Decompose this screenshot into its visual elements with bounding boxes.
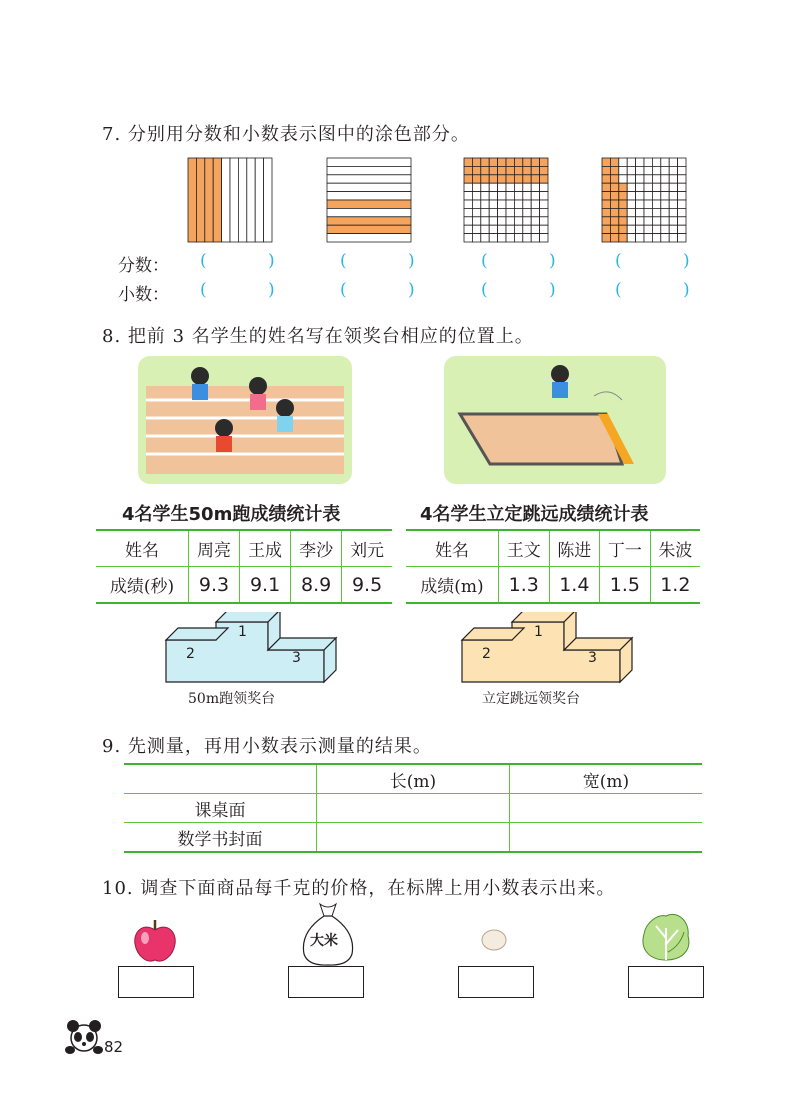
jump-header-name: 姓名 [406, 530, 499, 567]
tenth-strip [264, 158, 272, 242]
hundredth-cell [636, 158, 644, 166]
hundredth-cell [540, 183, 548, 191]
jump-podium [460, 612, 636, 684]
hundredth-cell [464, 217, 472, 225]
hundredth-cell [669, 200, 677, 208]
hundredth-cell [652, 217, 660, 225]
hundredth-cell [627, 225, 635, 233]
hundredth-cell [523, 166, 531, 174]
hundredth-cell [523, 158, 531, 166]
hundredth-cell [498, 225, 506, 233]
hundredth-cell [619, 225, 627, 233]
rice-bag-label: 大米 [310, 933, 338, 949]
fraction-answer-4[interactable]: ( ) [615, 251, 718, 271]
hundredth-cell [472, 183, 480, 191]
hundredth-cell [644, 234, 652, 242]
hundredth-cell [514, 200, 522, 208]
egg-price-tag[interactable] [458, 966, 534, 998]
hundredth-cell [652, 234, 660, 242]
decimal-answer-2[interactable]: ( ) [340, 280, 443, 300]
hundredth-cell [627, 234, 635, 242]
hundredth-cell [481, 175, 489, 183]
hundredth-cell [669, 217, 677, 225]
hundredth-cell [652, 158, 660, 166]
hundredth-cell [489, 208, 497, 216]
hundredth-cell [531, 217, 539, 225]
hundredth-cell [514, 234, 522, 242]
decimal-answer-4[interactable]: ( ) [615, 280, 718, 300]
hundredth-cell [489, 200, 497, 208]
hundredth-cell [636, 192, 644, 200]
measure-header-width: 宽(m) [510, 764, 703, 794]
hundredth-cell [661, 217, 669, 225]
hundredth-cell [644, 192, 652, 200]
jump-score: 1.5 [600, 567, 651, 604]
tenth-strip [188, 158, 196, 242]
hundredth-cell [523, 225, 531, 233]
hundredth-cell [464, 208, 472, 216]
hundredth-cell [506, 183, 514, 191]
hundredth-cell [514, 158, 522, 166]
hundredth-cell [464, 183, 472, 191]
tenth-strip [327, 175, 411, 183]
hundredth-cell [523, 192, 531, 200]
hundredth-cell [531, 192, 539, 200]
hundredth-cell [652, 166, 660, 174]
tenth-strip [222, 158, 230, 242]
hundredth-cell [602, 192, 610, 200]
tenth-strip [205, 158, 213, 242]
fraction-answer-3[interactable]: ( ) [481, 251, 584, 271]
hundredth-cell [498, 166, 506, 174]
hundredth-cell [610, 200, 618, 208]
cabbage-price-tag[interactable] [628, 966, 704, 998]
podium-third-label: 3 [588, 650, 597, 666]
hundredth-cell [464, 166, 472, 174]
hundredth-cell [602, 200, 610, 208]
hundredth-cell [610, 158, 618, 166]
hundredth-cell [540, 192, 548, 200]
run-podium [164, 612, 340, 684]
hundredth-cell [514, 175, 522, 183]
hundredth-cell [506, 225, 514, 233]
hundredth-cell [489, 234, 497, 242]
hundredth-cell [669, 192, 677, 200]
hundredth-cell [627, 208, 635, 216]
hundredth-cell [661, 192, 669, 200]
hundredth-cell [514, 192, 522, 200]
hundredth-cell [661, 175, 669, 183]
hundredth-cell [627, 175, 635, 183]
hundredth-cell [540, 234, 548, 242]
hundredth-cell [619, 183, 627, 191]
tenth-strip [238, 158, 246, 242]
hundredth-cell [498, 192, 506, 200]
tenth-strip [327, 225, 411, 233]
hundredth-cell [619, 208, 627, 216]
run-podium-caption: 50m跑领奖台 [188, 691, 276, 707]
jump-header-student: 朱波 [650, 530, 700, 567]
hundredth-cell [669, 166, 677, 174]
hundredth-cell [464, 192, 472, 200]
hundredth-cell [678, 166, 686, 174]
hundredth-cell [481, 225, 489, 233]
hundredth-cell [489, 166, 497, 174]
hundredth-cell [602, 158, 610, 166]
hundredth-cell [489, 192, 497, 200]
hundredth-cell [506, 200, 514, 208]
hundredth-cell [652, 200, 660, 208]
tenth-strip [327, 166, 411, 174]
hundredth-cell [636, 175, 644, 183]
hundredth-cell [644, 183, 652, 191]
hundredth-cell [506, 175, 514, 183]
hundredth-cell [652, 208, 660, 216]
hundredth-cell [540, 166, 548, 174]
hundredth-cell [540, 158, 548, 166]
hundredth-cell [636, 183, 644, 191]
hundredth-cell [652, 192, 660, 200]
run-row-label: 成绩(秒) [96, 567, 189, 604]
jump-header-student: 陈进 [549, 530, 600, 567]
hundredth-cell [531, 183, 539, 191]
hundredth-cell [472, 234, 480, 242]
decimal-answer-3[interactable]: ( ) [481, 280, 584, 300]
hundredth-cell [498, 175, 506, 183]
hundredth-cell [602, 208, 610, 216]
hundredth-cell [610, 192, 618, 200]
podium-first-label: 1 [238, 624, 247, 640]
hundredth-cell [464, 225, 472, 233]
hundredth-cell [531, 208, 539, 216]
hundredth-cell [531, 200, 539, 208]
hundredth-cell [506, 234, 514, 242]
measure-row-book-cover: 数学书封面 [124, 823, 317, 853]
page-number: 82 [104, 1038, 124, 1056]
run-score: 9.1 [240, 567, 291, 604]
hundredth-cell [644, 166, 652, 174]
hundredth-cell [661, 183, 669, 191]
hundredth-cell [661, 208, 669, 216]
hundredth-cell [610, 166, 618, 174]
hundredth-cell [481, 200, 489, 208]
hundredth-cell [669, 183, 677, 191]
hundredth-cell [514, 217, 522, 225]
tenth-strip [327, 208, 411, 216]
hundredth-cell [506, 158, 514, 166]
question-9-title: 9. 先测量，再用小数表示测量的结果。 [102, 736, 432, 757]
rice-price-tag[interactable] [288, 966, 364, 998]
tenth-strip [327, 158, 411, 166]
running-race-illustration [138, 356, 352, 484]
run-score: 8.9 [291, 567, 342, 604]
hundredth-cell [636, 217, 644, 225]
tenth-strip [230, 158, 238, 242]
hundredth-cell [506, 166, 514, 174]
run-score: 9.5 [342, 567, 392, 604]
hundredth-cell [644, 225, 652, 233]
hundredth-cell [498, 234, 506, 242]
hundredth-cell [669, 234, 677, 242]
hundredth-cell [661, 234, 669, 242]
tenth-strip [247, 158, 255, 242]
hundredth-cell [472, 208, 480, 216]
hundredth-cell [678, 208, 686, 216]
jump-row-label: 成绩(m) [406, 567, 499, 604]
hundredth-cell [636, 166, 644, 174]
hundredth-cell [661, 225, 669, 233]
hundredth-cell [531, 175, 539, 183]
measure-row-desk: 课桌面 [124, 794, 317, 823]
hundredth-cell [472, 192, 480, 200]
hundredth-cell [514, 225, 522, 233]
hundredth-cell [610, 175, 618, 183]
hundredth-cell [627, 158, 635, 166]
hundredth-cell [489, 175, 497, 183]
hundredth-cell [489, 158, 497, 166]
hundredth-cell [644, 158, 652, 166]
hundredth-cell [644, 175, 652, 183]
hundredth-cell [498, 158, 506, 166]
hundredth-cell [627, 183, 635, 191]
tenth-strip [327, 200, 411, 208]
run-header-student: 王成 [240, 530, 291, 567]
hundredth-cell [678, 175, 686, 183]
hundredth-cell [540, 208, 548, 216]
fraction-row-label: 分数： [118, 256, 169, 276]
hundredth-cell [602, 183, 610, 191]
hundredth-cell [472, 225, 480, 233]
hundredth-cell [619, 234, 627, 242]
tenth-strip [213, 158, 221, 242]
hundredth-cell [669, 208, 677, 216]
hundredth-cell [652, 175, 660, 183]
hundredth-cell [678, 192, 686, 200]
panda-icon [64, 1016, 104, 1056]
hundredth-cell [531, 234, 539, 242]
desk-width-cell[interactable] [510, 794, 703, 823]
jump-table-title: 4名学生立定跳远成绩统计表 [420, 504, 649, 525]
run-header-student: 刘元 [342, 530, 392, 567]
hundredth-cell [464, 175, 472, 183]
shaded-fraction-figures [0, 156, 800, 246]
hundredth-cell [514, 166, 522, 174]
hundredth-cell [627, 217, 635, 225]
long-jump-illustration [444, 356, 666, 484]
tenth-strip [196, 158, 204, 242]
hundredth-cell [669, 158, 677, 166]
book-width-cell[interactable] [510, 823, 703, 853]
podium-first-label: 1 [534, 624, 543, 640]
hundredth-cell [619, 200, 627, 208]
hundredth-cell [506, 217, 514, 225]
hundredth-cell [661, 166, 669, 174]
hundredth-cell [678, 158, 686, 166]
hundredth-cell [602, 175, 610, 183]
hundredth-cell [498, 208, 506, 216]
hundredth-cell [540, 217, 548, 225]
hundredth-cell [652, 225, 660, 233]
hundredth-cell [481, 217, 489, 225]
hundredth-cell [610, 217, 618, 225]
hundredth-cell [678, 217, 686, 225]
book-length-cell[interactable] [317, 823, 510, 853]
hundredth-cell [531, 166, 539, 174]
measure-header-length: 长(m) [317, 764, 510, 794]
jump-results-table [406, 529, 700, 604]
hundredth-cell [531, 158, 539, 166]
hundredth-cell [481, 183, 489, 191]
hundredth-cell [602, 225, 610, 233]
question-7-title: 7. 分别用分数和小数表示图中的涂色部分。 [102, 124, 470, 145]
hundredth-cell [523, 217, 531, 225]
hundredth-cell [661, 200, 669, 208]
hundredth-cell [498, 200, 506, 208]
hundredth-cell [602, 166, 610, 174]
hundredth-cell [498, 217, 506, 225]
fraction-answer-1[interactable]: ( ) [200, 251, 303, 271]
hundredth-cell [644, 217, 652, 225]
hundredth-cell [669, 225, 677, 233]
hundredth-cell [610, 225, 618, 233]
hundredth-cell [661, 158, 669, 166]
hundredth-cell [481, 192, 489, 200]
hundredth-cell [472, 158, 480, 166]
tenth-strip [255, 158, 263, 242]
question-8-title: 8. 把前 3 名学生的姓名写在领奖台相应的位置上。 [102, 326, 534, 347]
hundredth-cell [540, 175, 548, 183]
hundredth-cell [472, 217, 480, 225]
hundredth-cell [531, 225, 539, 233]
hundredth-cell [481, 158, 489, 166]
jump-score: 1.4 [549, 567, 600, 604]
hundredth-cell [610, 234, 618, 242]
hundredth-cell [619, 217, 627, 225]
jump-header-student: 丁一 [600, 530, 651, 567]
podium-second-label: 2 [186, 646, 195, 662]
hundredth-cell [636, 208, 644, 216]
tenth-strip [327, 192, 411, 200]
decimal-row-label: 小数： [118, 285, 169, 305]
hundredth-cell [678, 200, 686, 208]
hundredth-cell [627, 200, 635, 208]
hundredth-cell [602, 217, 610, 225]
hundredth-cell [602, 234, 610, 242]
jump-score: 1.2 [650, 567, 700, 604]
hundredth-cell [627, 192, 635, 200]
desk-length-cell[interactable] [317, 794, 510, 823]
question-10-title: 10. 调查下面商品每千克的价格，在标牌上用小数表示出来。 [102, 878, 616, 899]
hundredth-cell [610, 208, 618, 216]
hundredth-cell [481, 208, 489, 216]
run-header-student: 周亮 [189, 530, 240, 567]
tenth-strip [327, 234, 411, 242]
hundredth-cell [506, 208, 514, 216]
hundredth-cell [636, 225, 644, 233]
run-results-table [96, 529, 392, 604]
hundredth-cell [644, 208, 652, 216]
jump-score: 1.3 [499, 567, 550, 604]
hundredth-cell [636, 200, 644, 208]
hundredth-cell [472, 175, 480, 183]
podium-second-label: 2 [482, 646, 491, 662]
jump-header-student: 王文 [499, 530, 550, 567]
hundredth-cell [636, 234, 644, 242]
hundredth-cell [481, 234, 489, 242]
hundredth-cell [489, 217, 497, 225]
hundredth-cell [619, 158, 627, 166]
hundredth-cell [481, 166, 489, 174]
hundredth-cell [489, 225, 497, 233]
hundredth-cell [619, 192, 627, 200]
measure-header-blank [124, 764, 317, 794]
hundredth-cell [652, 183, 660, 191]
hundredth-cell [540, 225, 548, 233]
hundredth-cell [489, 183, 497, 191]
fraction-answer-2[interactable]: ( ) [340, 251, 443, 271]
hundredth-cell [540, 200, 548, 208]
hundredth-cell [464, 234, 472, 242]
tenth-strip [327, 217, 411, 225]
hundredth-cell [619, 166, 627, 174]
hundredth-cell [472, 166, 480, 174]
hundredth-cell [523, 234, 531, 242]
hundredth-cell [464, 200, 472, 208]
hundredth-cell [619, 175, 627, 183]
hundredth-cell [523, 175, 531, 183]
hundredth-cell [523, 200, 531, 208]
run-header-student: 李沙 [291, 530, 342, 567]
decimal-answer-1[interactable]: ( ) [200, 280, 303, 300]
hundredth-cell [678, 234, 686, 242]
hundredth-cell [523, 183, 531, 191]
hundredth-cell [464, 158, 472, 166]
rice-bag-icon [298, 902, 358, 966]
podium-third-label: 3 [292, 650, 301, 666]
run-score: 9.3 [189, 567, 240, 604]
hundredth-cell [678, 225, 686, 233]
hundredth-cell [472, 200, 480, 208]
hundredth-cell [514, 183, 522, 191]
run-header-name: 姓名 [96, 530, 189, 567]
hundredth-cell [514, 208, 522, 216]
hundredth-cell [644, 200, 652, 208]
run-table-title: 4名学生50m跑成绩统计表 [122, 504, 341, 525]
egg-icon [480, 928, 508, 952]
hundredth-cell [523, 208, 531, 216]
hundredth-cell [610, 183, 618, 191]
cabbage-icon [638, 908, 694, 964]
hundredth-cell [669, 175, 677, 183]
jump-podium-caption: 立定跳远领奖台 [482, 691, 580, 707]
hundredth-cell [627, 166, 635, 174]
apple-price-tag[interactable] [118, 966, 194, 998]
tenth-strip [327, 183, 411, 191]
hundredth-cell [498, 183, 506, 191]
hundredth-cell [506, 192, 514, 200]
measurement-table [124, 763, 702, 853]
apple-icon [133, 918, 177, 964]
hundredth-cell [678, 183, 686, 191]
